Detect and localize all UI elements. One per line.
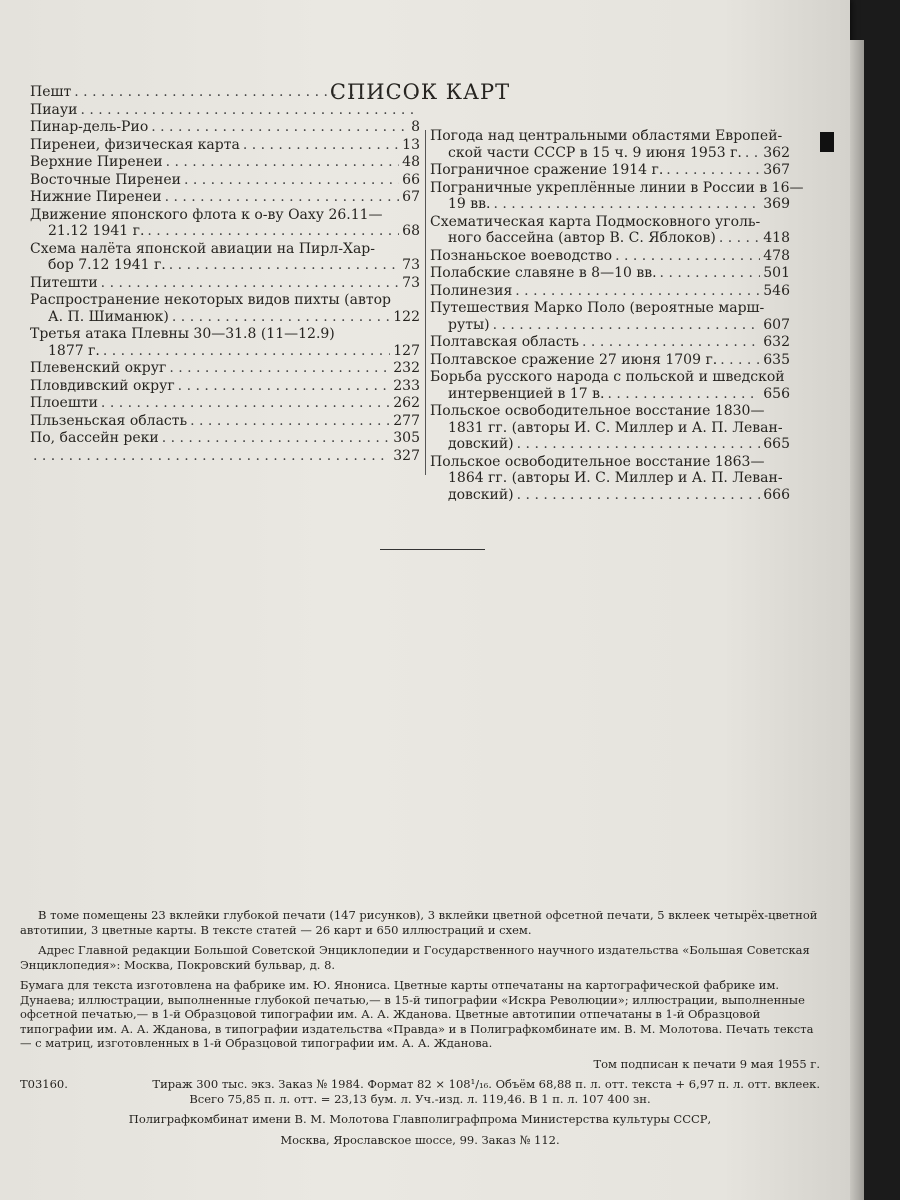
entry-page-number: 73 (402, 257, 420, 273)
leader-dots (493, 317, 761, 334)
entry-page-number: 127 (393, 342, 420, 359)
map-list-left-column (30, 84, 420, 465)
imprint-specs-row (20, 1077, 820, 1092)
page-tab-marker (820, 132, 834, 152)
entry-page-number: 67 (402, 189, 420, 205)
leader-dots (103, 343, 390, 360)
entry-label-line: довский) (448, 436, 514, 452)
entry-page-number: 48 (402, 154, 420, 170)
entry-label-line: бор 7.12 1941 г. (48, 257, 166, 273)
entry-label-line: Движение японского флота к о-ву Оаху 26.11— (30, 206, 383, 223)
leader-dots (517, 487, 761, 504)
entry-label-line: интервенцией в 17 в. (448, 385, 605, 402)
entry-page-number: 327 (393, 447, 420, 464)
leader-dots (147, 223, 399, 240)
map-list-entry (430, 283, 790, 300)
entry-label-line: Борьба русского народа с польской и шведской (430, 369, 785, 385)
entry-page-number: 277 (393, 412, 420, 429)
entry-label-line: довский) (448, 486, 514, 503)
entry-label-line: Познаньское воеводство (430, 247, 613, 264)
leader-dots (666, 162, 760, 179)
map-list-entry (430, 248, 790, 265)
leader-dots (101, 395, 390, 412)
entry-label-line: Польское освободительное восстание 1830— (430, 403, 765, 419)
leader-dots (165, 189, 400, 206)
leader-dots (243, 137, 399, 154)
leader-dots (184, 172, 399, 189)
map-list-entry (30, 413, 420, 430)
leader-dots (74, 84, 417, 101)
entry-page-number: 666 (763, 486, 790, 503)
entry-page-number: 367 (763, 162, 790, 178)
map-list-entry (30, 189, 420, 206)
imprint-address: Адрес Главной редакции Большой Советской Энциклопедии и Государственного научного издательства «Большая Советская Энциклопедия»: Москва, Покровский бульвар, д. 8. (20, 943, 810, 972)
entry-label-line: Схематическая карта Подмосковного уголь- (430, 213, 761, 230)
entry-page-number: 73 (402, 274, 420, 291)
entry-label-line: Третья атака Плевны 30—31.8 (11—12.9) (30, 326, 335, 342)
entry-label-line: По, бассейн реки (30, 430, 159, 446)
leader-dots (151, 119, 408, 136)
imprint-contents-note: В томе помещены 23 вклейки глубокой печати (147 рисунков), 3 вклейки цветной офсетной печати, 5 вклеек четырёх-цветной автотипии, 3 цветные карты. В тексте статей — 26 карт и 650 иллюстраций и схем. (20, 908, 818, 937)
leader-dots (517, 436, 761, 453)
entry-label-line: Польское освободительное восстание 1863— (430, 453, 765, 470)
entry-page-number: 635 (763, 351, 790, 368)
entry-label-line: Пловдивский округ (30, 377, 175, 394)
map-list-entry (30, 360, 420, 377)
leader-dots (745, 145, 760, 162)
entry-page-number: 13 (402, 136, 420, 153)
entry-label-line: руты) (448, 316, 490, 333)
entry-label-line: Полинезия (430, 282, 513, 299)
map-list-entry (30, 119, 420, 136)
section-separator (380, 549, 485, 550)
map-list-entry (430, 369, 790, 402)
map-list-entry (30, 275, 420, 292)
map-list-entry (430, 352, 790, 369)
entry-page-number: 362 (763, 144, 790, 161)
entry-page-number: 546 (763, 282, 790, 299)
entry-label-line: 1864 гг. (авторы И. С. Миллер и А. П. Леван- (448, 470, 783, 486)
entry-label-line: Пограничное сражение 1914 г. (430, 162, 664, 178)
map-list-entry (30, 207, 420, 240)
entry-label-line: Пиренеи, физическая карта (30, 136, 240, 153)
entry-page-number: 66 (402, 171, 420, 188)
map-list-entry (430, 403, 790, 453)
imprint-signed-date: Том подписан к печати 9 мая 1955 г. (593, 1056, 820, 1071)
map-list-entry (30, 172, 420, 189)
leader-dots (169, 257, 399, 274)
map-list-right-column (430, 128, 804, 504)
entry-label-line: Пешт (30, 84, 72, 100)
column-divider (425, 130, 426, 475)
entry-label-line: Нижние Пиренеи (30, 189, 162, 205)
entry-label-line: Плевенский округ (30, 360, 167, 376)
imprint-printer-line-1: Полиграфкомбинат имени В. М. Молотова Главполиграфпрома Министерства культуры СССР, (128, 1112, 712, 1126)
leader-dots (162, 430, 391, 447)
imprint-printing-note: Бумага для текста изготовлена на фабрике им. Ю. Янониса. Цветные карты отпечатаны на картографической фабрике им. Дунаева; иллюстрации, выполненные глубокой печатью,— в 15-й типографии «Искра Революции»; иллюстрации, выполненные офсетной печатью,— в 1-й Образцовой типографии им. А. А. Жданова. Цветные автотипии отпечатаны в 1-й Образцовой типографии им. А. А. Жданова, в типографии издательства «Правда» и в Полиграфкомбинате им. В. М. Молотова. Печать текста — с матриц, изготовленных в 1-й Образцовой типографии им. А. А. Жданова. (20, 978, 814, 1050)
entry-page-number: 305 (393, 430, 420, 446)
leader-dots (582, 334, 760, 351)
map-list-entry (30, 241, 420, 274)
entry-label-line: Пиауи (30, 101, 78, 118)
entry-label-line: Верхние Пиренеи (30, 154, 163, 170)
map-list-entry (430, 162, 790, 179)
page-title: СПИСОК КАРТ (329, 80, 511, 104)
leader-dots (169, 360, 390, 377)
leader-dots (101, 275, 400, 292)
leader-dots (493, 196, 760, 213)
map-list-entry (430, 214, 790, 247)
entry-label-line: Полтавская область (430, 334, 580, 350)
entry-label-line: 19 вв. (448, 196, 491, 212)
map-list-entry (30, 326, 420, 359)
entry-page-number: 262 (393, 395, 420, 411)
imprint-printer-line-2: Москва, Ярославское шоссе, 99. Заказ № 112. (280, 1132, 560, 1147)
entry-page-number: 607 (763, 316, 790, 333)
entry-label-line: Погода над центральными областями Европей- (430, 128, 783, 144)
map-list-entry (430, 300, 790, 333)
entry-label-line: 1831 гг. (авторы И. С. Миллер и А. П. Леван- (448, 419, 783, 436)
map-list-entry (30, 102, 420, 119)
leader-dots (515, 283, 760, 300)
leader-dots (33, 448, 390, 465)
map-list-entry (430, 179, 804, 213)
entry-label-line: Распространение некоторых видов пихты (автор (30, 292, 391, 308)
entry-label-line: ного бассейна (автор В. С. Яблоков) (448, 230, 716, 246)
entry-label-line: ской части СССР в 15 ч. 9 июня 1953 г. (448, 144, 742, 161)
imprint-specs-line-1: Тираж 300 тыс. экз. Заказ № 1984. Формат 82 × 108¹/₁₆. Объём 68,88 п. л. отт. текста + 6,97 п. л. отт. вклеек. (152, 1077, 820, 1091)
map-list-entry (430, 334, 790, 351)
entry-label-line: Плоешти (30, 395, 98, 411)
entry-label-line: Пограничные укреплённые линии в России в 16— (430, 179, 804, 196)
map-list-entry (30, 395, 420, 412)
entry-label-line: А. П. Шиманюк) (48, 308, 169, 325)
entry-label-line: 1877 г. (48, 342, 100, 359)
entry-label-line: Путешествия Марко Поло (вероятные марш- (430, 300, 765, 316)
entry-page-number: 665 (763, 436, 790, 452)
map-list-entry (430, 265, 790, 282)
entry-label-line: Пльзеньская область (30, 412, 188, 429)
map-list-entry (430, 454, 790, 504)
map-list-entry (30, 137, 420, 154)
leader-dots (190, 413, 390, 430)
entry-page-number: 122 (393, 308, 420, 325)
imprint-block (20, 908, 820, 1153)
map-list-entry (30, 84, 420, 101)
entry-label-line: Полабские славяне в 8—10 вв. (430, 265, 657, 281)
entry-page-number: 478 (763, 247, 790, 264)
entry-label-line: Пинар-дель-Рио (30, 119, 149, 135)
entry-page-number: 233 (393, 377, 420, 394)
leader-dots (80, 102, 417, 119)
leader-dots (660, 265, 761, 282)
entry-page-number: 232 (393, 360, 420, 376)
entry-page-number: 418 (763, 230, 790, 246)
entry-label-line: Питешти (30, 274, 98, 291)
leader-dots (178, 378, 391, 395)
map-list-entry (30, 430, 420, 447)
map-list-entry (430, 128, 790, 161)
map-list-entry (30, 154, 420, 171)
leader-dots (607, 386, 760, 403)
leader-dots (615, 248, 760, 265)
entry-page-number: 369 (763, 196, 790, 212)
entry-page-number: 656 (763, 385, 790, 402)
entry-label-line: Полтавское сражение 27 июня 1709 г. (430, 351, 718, 368)
leader-dots (720, 352, 760, 369)
map-list-entry (30, 448, 420, 465)
entry-label-line: Восточные Пиренеи (30, 171, 181, 188)
entry-label-line: 21.12 1941 г. (48, 223, 145, 239)
leader-dots (172, 309, 390, 326)
entry-page-number: 68 (402, 223, 420, 239)
map-list-entry (30, 378, 420, 395)
leader-dots (719, 230, 760, 247)
entry-page-number: 501 (763, 265, 790, 281)
entry-page-number: 8 (411, 119, 420, 135)
map-list-entry (30, 292, 420, 325)
leader-dots (166, 154, 400, 171)
imprint-code: Т03160. (20, 1077, 68, 1091)
imprint-specs-line-2: Всего 75,85 п. л. отт. = 23,13 бум. л. Уч.-изд. л. 119,46. В 1 п. л. 107 400 зн. (189, 1091, 651, 1106)
entry-label-line: Схема налёта японской авиации на Пирл-Хар- (30, 240, 375, 257)
entry-page-number: 632 (763, 334, 790, 350)
